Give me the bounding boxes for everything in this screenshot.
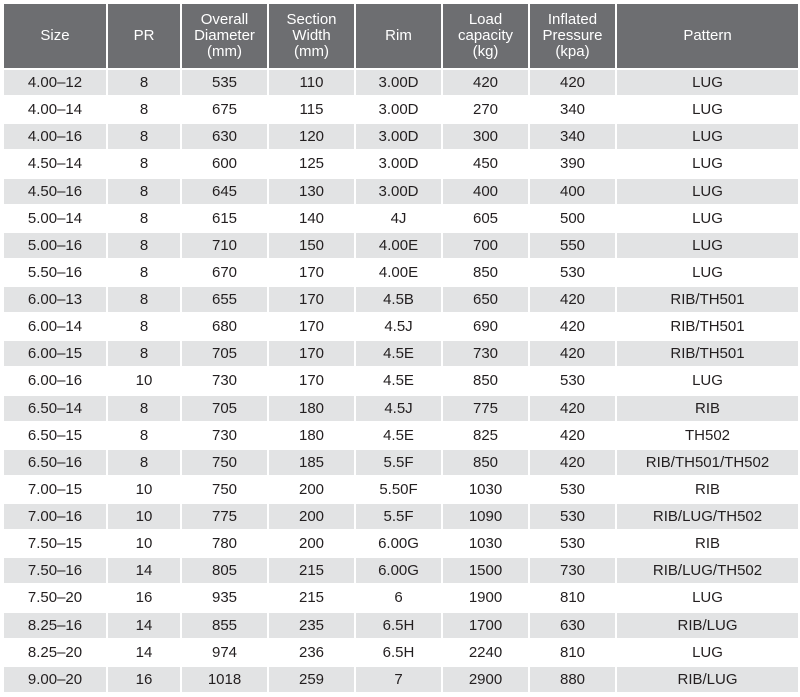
header-size-line: Size [40, 27, 70, 44]
size-cell: 9.00–20 [4, 667, 106, 692]
width-cell: 185 [269, 450, 354, 475]
table-row [4, 260, 798, 285]
size-cell: 8.25–20 [4, 640, 106, 665]
rim-cell: 7 [356, 667, 441, 692]
rim-cell: 6.00G [356, 558, 441, 583]
pr-cell: 10 [108, 504, 180, 529]
pr-cell: 8 [108, 450, 180, 475]
pressure-cell: 530 [530, 368, 615, 393]
pressure-cell: 340 [530, 124, 615, 149]
size-cell: 5.00–14 [4, 206, 106, 231]
diameter-cell: 855 [182, 613, 267, 638]
diameter-cell: 775 [182, 504, 267, 529]
table-row [4, 477, 798, 502]
pattern-cell: LUG [617, 260, 798, 285]
table-row [4, 287, 798, 312]
load-cell: 300 [443, 124, 528, 149]
load-cell: 2900 [443, 667, 528, 692]
rim-cell: 6.5H [356, 613, 441, 638]
pressure-cell: 630 [530, 613, 615, 638]
pressure-cell: 400 [530, 179, 615, 204]
size-cell: 6.00–13 [4, 287, 106, 312]
pattern-cell: RIB [617, 396, 798, 421]
pressure-cell: 390 [530, 151, 615, 176]
width-cell: 180 [269, 396, 354, 421]
rim-cell: 4.5E [356, 368, 441, 393]
table-row [4, 585, 798, 610]
size-cell: 7.00–16 [4, 504, 106, 529]
pressure-cell: 810 [530, 585, 615, 610]
header-load-capacity-line: Load [468, 11, 503, 28]
table-body [4, 70, 798, 692]
pattern-cell: LUG [617, 151, 798, 176]
width-cell: 215 [269, 558, 354, 583]
pressure-cell: 530 [530, 531, 615, 556]
table-row [4, 314, 798, 339]
pr-cell: 8 [108, 97, 180, 122]
rim-cell: 3.00D [356, 124, 441, 149]
width-cell: 170 [269, 368, 354, 393]
width-cell: 150 [269, 233, 354, 258]
table-row [4, 396, 798, 421]
size-cell: 4.00–16 [4, 124, 106, 149]
header-section-width-line: Width [292, 27, 331, 44]
diameter-cell: 730 [182, 368, 267, 393]
rim-cell: 4.00E [356, 260, 441, 285]
table-row [4, 341, 798, 366]
pattern-cell: LUG [617, 97, 798, 122]
pattern-cell: TH502 [617, 423, 798, 448]
load-cell: 1030 [443, 531, 528, 556]
pressure-cell: 730 [530, 558, 615, 583]
pr-cell: 8 [108, 314, 180, 339]
header-load-capacity [443, 4, 528, 68]
pattern-cell: LUG [617, 640, 798, 665]
rim-cell: 5.50F [356, 477, 441, 502]
pattern-cell: LUG [617, 124, 798, 149]
header-section-width-line: (mm) [294, 43, 329, 60]
pr-cell: 10 [108, 368, 180, 393]
pressure-cell: 500 [530, 206, 615, 231]
table-row [4, 504, 798, 529]
width-cell: 140 [269, 206, 354, 231]
diameter-cell: 1018 [182, 667, 267, 692]
rim-cell: 3.00D [356, 70, 441, 95]
load-cell: 850 [443, 260, 528, 285]
load-cell: 420 [443, 70, 528, 95]
pressure-cell: 880 [530, 667, 615, 692]
pr-cell: 8 [108, 423, 180, 448]
pressure-cell: 420 [530, 287, 615, 312]
pressure-cell: 420 [530, 341, 615, 366]
size-cell: 8.25–16 [4, 613, 106, 638]
pattern-cell: RIB/TH501/TH502 [617, 450, 798, 475]
rim-cell: 4.5B [356, 287, 441, 312]
diameter-cell: 680 [182, 314, 267, 339]
header-pattern [617, 4, 798, 68]
pattern-cell: RIB [617, 477, 798, 502]
pr-cell: 14 [108, 558, 180, 583]
header-inflated-pressure-line: Inflated [547, 11, 598, 28]
size-cell: 6.00–16 [4, 368, 106, 393]
pressure-cell: 530 [530, 504, 615, 529]
table-row [4, 450, 798, 475]
header-size [4, 4, 106, 68]
header-rim [356, 4, 441, 68]
pattern-cell: RIB/LUG [617, 667, 798, 692]
table-row [4, 613, 798, 638]
size-cell: 7.50–15 [4, 531, 106, 556]
load-cell: 650 [443, 287, 528, 312]
width-cell: 200 [269, 531, 354, 556]
pr-cell: 8 [108, 396, 180, 421]
width-cell: 200 [269, 504, 354, 529]
diameter-cell: 805 [182, 558, 267, 583]
pattern-cell: LUG [617, 585, 798, 610]
header-overall-diameter-line: Overall [200, 11, 249, 28]
width-cell: 170 [269, 260, 354, 285]
width-cell: 200 [269, 477, 354, 502]
rim-cell: 4.5E [356, 423, 441, 448]
pr-cell: 8 [108, 179, 180, 204]
pressure-cell: 550 [530, 233, 615, 258]
width-cell: 236 [269, 640, 354, 665]
table-row [4, 531, 798, 556]
diameter-cell: 615 [182, 206, 267, 231]
width-cell: 115 [269, 97, 354, 122]
pattern-cell: RIB/TH501 [617, 314, 798, 339]
load-cell: 400 [443, 179, 528, 204]
table-row [4, 667, 798, 692]
diameter-cell: 670 [182, 260, 267, 285]
rim-cell: 6.5H [356, 640, 441, 665]
size-cell: 7.50–16 [4, 558, 106, 583]
pr-cell: 10 [108, 531, 180, 556]
diameter-cell: 705 [182, 341, 267, 366]
rim-cell: 5.5F [356, 504, 441, 529]
pressure-cell: 420 [530, 450, 615, 475]
table-row [4, 151, 798, 176]
load-cell: 1500 [443, 558, 528, 583]
size-cell: 5.50–16 [4, 260, 106, 285]
width-cell: 259 [269, 667, 354, 692]
diameter-cell: 710 [182, 233, 267, 258]
table-row [4, 97, 798, 122]
size-cell: 6.50–15 [4, 423, 106, 448]
size-cell: 7.50–20 [4, 585, 106, 610]
header-overall-diameter [182, 4, 267, 68]
pattern-cell: RIB/TH501 [617, 341, 798, 366]
size-cell: 6.50–16 [4, 450, 106, 475]
rim-cell: 6 [356, 585, 441, 610]
header-inflated-pressure-line: Pressure [542, 27, 603, 44]
table-row [4, 423, 798, 448]
pattern-cell: RIB/TH501 [617, 287, 798, 312]
pattern-cell: RIB [617, 531, 798, 556]
header-section-width [269, 4, 354, 68]
header-section-width-line: Section [286, 11, 337, 28]
pattern-cell: LUG [617, 368, 798, 393]
header-inflated-pressure-line: (kpa) [555, 43, 590, 60]
table-row [4, 640, 798, 665]
rim-cell: 5.5F [356, 450, 441, 475]
width-cell: 130 [269, 179, 354, 204]
pr-cell: 8 [108, 151, 180, 176]
load-cell: 775 [443, 396, 528, 421]
pattern-cell: RIB/LUG/TH502 [617, 504, 798, 529]
pr-cell: 8 [108, 70, 180, 95]
pressure-cell: 340 [530, 97, 615, 122]
diameter-cell: 750 [182, 477, 267, 502]
load-cell: 1090 [443, 504, 528, 529]
diameter-cell: 974 [182, 640, 267, 665]
rim-cell: 3.00D [356, 151, 441, 176]
pressure-cell: 810 [530, 640, 615, 665]
pressure-cell: 420 [530, 423, 615, 448]
header-inflated-pressure [530, 4, 615, 68]
pattern-cell: LUG [617, 233, 798, 258]
header-rim-line: Rim [385, 27, 412, 44]
diameter-cell: 705 [182, 396, 267, 421]
width-cell: 235 [269, 613, 354, 638]
table-row [4, 70, 798, 95]
pr-cell: 10 [108, 477, 180, 502]
pattern-cell: LUG [617, 179, 798, 204]
rim-cell: 4.5J [356, 314, 441, 339]
diameter-cell: 750 [182, 450, 267, 475]
table-row [4, 368, 798, 393]
load-cell: 825 [443, 423, 528, 448]
load-cell: 1030 [443, 477, 528, 502]
load-cell: 700 [443, 233, 528, 258]
table-row [4, 233, 798, 258]
pr-cell: 14 [108, 640, 180, 665]
diameter-cell: 655 [182, 287, 267, 312]
diameter-cell: 630 [182, 124, 267, 149]
pr-cell: 8 [108, 260, 180, 285]
load-cell: 850 [443, 368, 528, 393]
header-load-capacity-line: capacity [457, 27, 514, 44]
load-cell: 690 [443, 314, 528, 339]
table-row [4, 179, 798, 204]
load-cell: 730 [443, 341, 528, 366]
table-row [4, 124, 798, 149]
width-cell: 110 [269, 70, 354, 95]
pr-cell: 16 [108, 667, 180, 692]
size-cell: 4.00–12 [4, 70, 106, 95]
header-load-capacity-line: (kg) [472, 43, 499, 60]
pattern-cell: RIB/LUG/TH502 [617, 558, 798, 583]
rim-cell: 4.5E [356, 341, 441, 366]
table-row [4, 558, 798, 583]
diameter-cell: 935 [182, 585, 267, 610]
header-row [4, 4, 798, 68]
rim-cell: 6.00G [356, 531, 441, 556]
pressure-cell: 420 [530, 314, 615, 339]
width-cell: 170 [269, 341, 354, 366]
load-cell: 2240 [443, 640, 528, 665]
pr-cell: 8 [108, 206, 180, 231]
pr-cell: 8 [108, 287, 180, 312]
rim-cell: 4.00E [356, 233, 441, 258]
rim-cell: 3.00D [356, 179, 441, 204]
size-cell: 6.00–15 [4, 341, 106, 366]
pr-cell: 16 [108, 585, 180, 610]
diameter-cell: 535 [182, 70, 267, 95]
header-overall-diameter-line: (mm) [207, 43, 242, 60]
tire-spec-table [2, 2, 800, 694]
diameter-cell: 600 [182, 151, 267, 176]
load-cell: 605 [443, 206, 528, 231]
load-cell: 1900 [443, 585, 528, 610]
rim-cell: 4.5J [356, 396, 441, 421]
pr-cell: 8 [108, 233, 180, 258]
pattern-cell: RIB/LUG [617, 613, 798, 638]
header-pr-line: PR [133, 27, 155, 44]
pr-cell: 14 [108, 613, 180, 638]
pr-cell: 8 [108, 124, 180, 149]
header-pattern-line: Pattern [683, 27, 732, 44]
width-cell: 125 [269, 151, 354, 176]
diameter-cell: 780 [182, 531, 267, 556]
size-cell: 6.50–14 [4, 396, 106, 421]
size-cell: 4.50–14 [4, 151, 106, 176]
pattern-cell: LUG [617, 206, 798, 231]
rim-cell: 3.00D [356, 97, 441, 122]
pattern-cell: LUG [617, 70, 798, 95]
header-pr [108, 4, 180, 68]
width-cell: 170 [269, 287, 354, 312]
load-cell: 1700 [443, 613, 528, 638]
table-row [4, 206, 798, 231]
width-cell: 215 [269, 585, 354, 610]
pressure-cell: 530 [530, 477, 615, 502]
size-cell: 6.00–14 [4, 314, 106, 339]
diameter-cell: 675 [182, 97, 267, 122]
pressure-cell: 420 [530, 70, 615, 95]
size-cell: 7.00–15 [4, 477, 106, 502]
size-cell: 5.00–16 [4, 233, 106, 258]
diameter-cell: 730 [182, 423, 267, 448]
width-cell: 170 [269, 314, 354, 339]
size-cell: 4.50–16 [4, 179, 106, 204]
width-cell: 120 [269, 124, 354, 149]
pr-cell: 8 [108, 341, 180, 366]
pressure-cell: 530 [530, 260, 615, 285]
diameter-cell: 645 [182, 179, 267, 204]
load-cell: 850 [443, 450, 528, 475]
load-cell: 270 [443, 97, 528, 122]
load-cell: 450 [443, 151, 528, 176]
width-cell: 180 [269, 423, 354, 448]
pressure-cell: 420 [530, 396, 615, 421]
rim-cell: 4J [356, 206, 441, 231]
size-cell: 4.00–14 [4, 97, 106, 122]
header-overall-diameter-line: Diameter [194, 27, 255, 44]
